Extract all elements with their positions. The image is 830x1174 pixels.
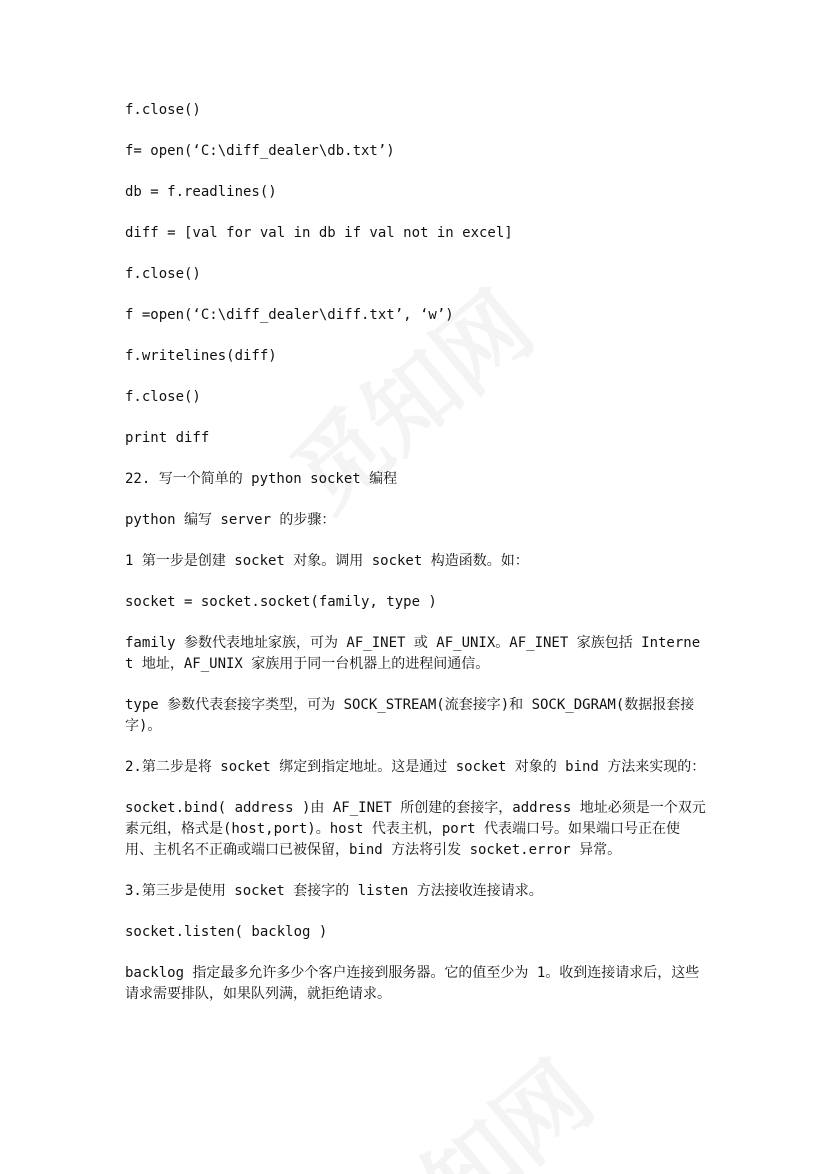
paragraph: 3.第三步是使用 socket 套接字的 listen 方法接收连接请求。 bbox=[125, 883, 543, 899]
code-line: print diff bbox=[125, 430, 210, 446]
paragraph: type 参数代表套接字类型，可为 SOCK_STREAM(流套接字)和 SOCK_DGRAM(数据报套接字)。 bbox=[125, 697, 695, 734]
code-line: f= open(‘C:\diff_dealer\db.txt’) bbox=[125, 143, 395, 159]
code-line: db = f.readlines() bbox=[125, 184, 277, 200]
document-body bbox=[125, 100, 707, 1025]
paragraph: 2.第二步是将 socket 绑定到指定地址。这是通过 socket 对象的 bind 方法来实现的： bbox=[125, 759, 706, 775]
code-line: diff = [val for val in db if val not in excel] bbox=[125, 225, 513, 241]
paragraph: backlog 指定最多允许多少个客户连接到服务器。它的值至少为 1。收到连接请求后，这些请求需要排队，如果队列满，就拒绝请求。 bbox=[125, 965, 700, 1002]
paragraph: socket.bind( address )由 AF_INET 所创建的套接字，address 地址必须是一个双元素元组，格式是(host,port)。host 代表主机，port 代表端口号。如果端口号正在使用、主机名不正确或端口已被保留，bind 方法将引发 socket.error 异常。 bbox=[125, 800, 706, 858]
code-line: f.close() bbox=[125, 102, 201, 118]
section-heading: 22. 写一个简单的 python socket 编程 bbox=[125, 471, 398, 487]
paragraph: family 参数代表地址家族，可为 AF_INET 或 AF_UNIX。AF_INET 家族包括 Internet 地址，AF_UNIX 家族用于同一台机器上的进程间通信。 bbox=[125, 635, 701, 672]
code-line: f.writelines(diff) bbox=[125, 348, 277, 364]
text-line: 1 第一步是创建 socket 对象。调用 socket 构造函数。如： bbox=[125, 553, 529, 569]
watermark-bottom bbox=[320, 1027, 616, 1174]
code-line: f.close() bbox=[125, 389, 201, 405]
code-line: f =open(‘C:\diff_dealer\diff.txt’, ‘w’) bbox=[125, 307, 454, 323]
paragraph: socket.listen( backlog ) bbox=[125, 924, 328, 940]
code-line: f.close() bbox=[125, 266, 201, 282]
code-line: socket = socket.socket(family, type ) bbox=[125, 594, 437, 610]
text-line: python 编写 server 的步骤： bbox=[125, 512, 336, 528]
